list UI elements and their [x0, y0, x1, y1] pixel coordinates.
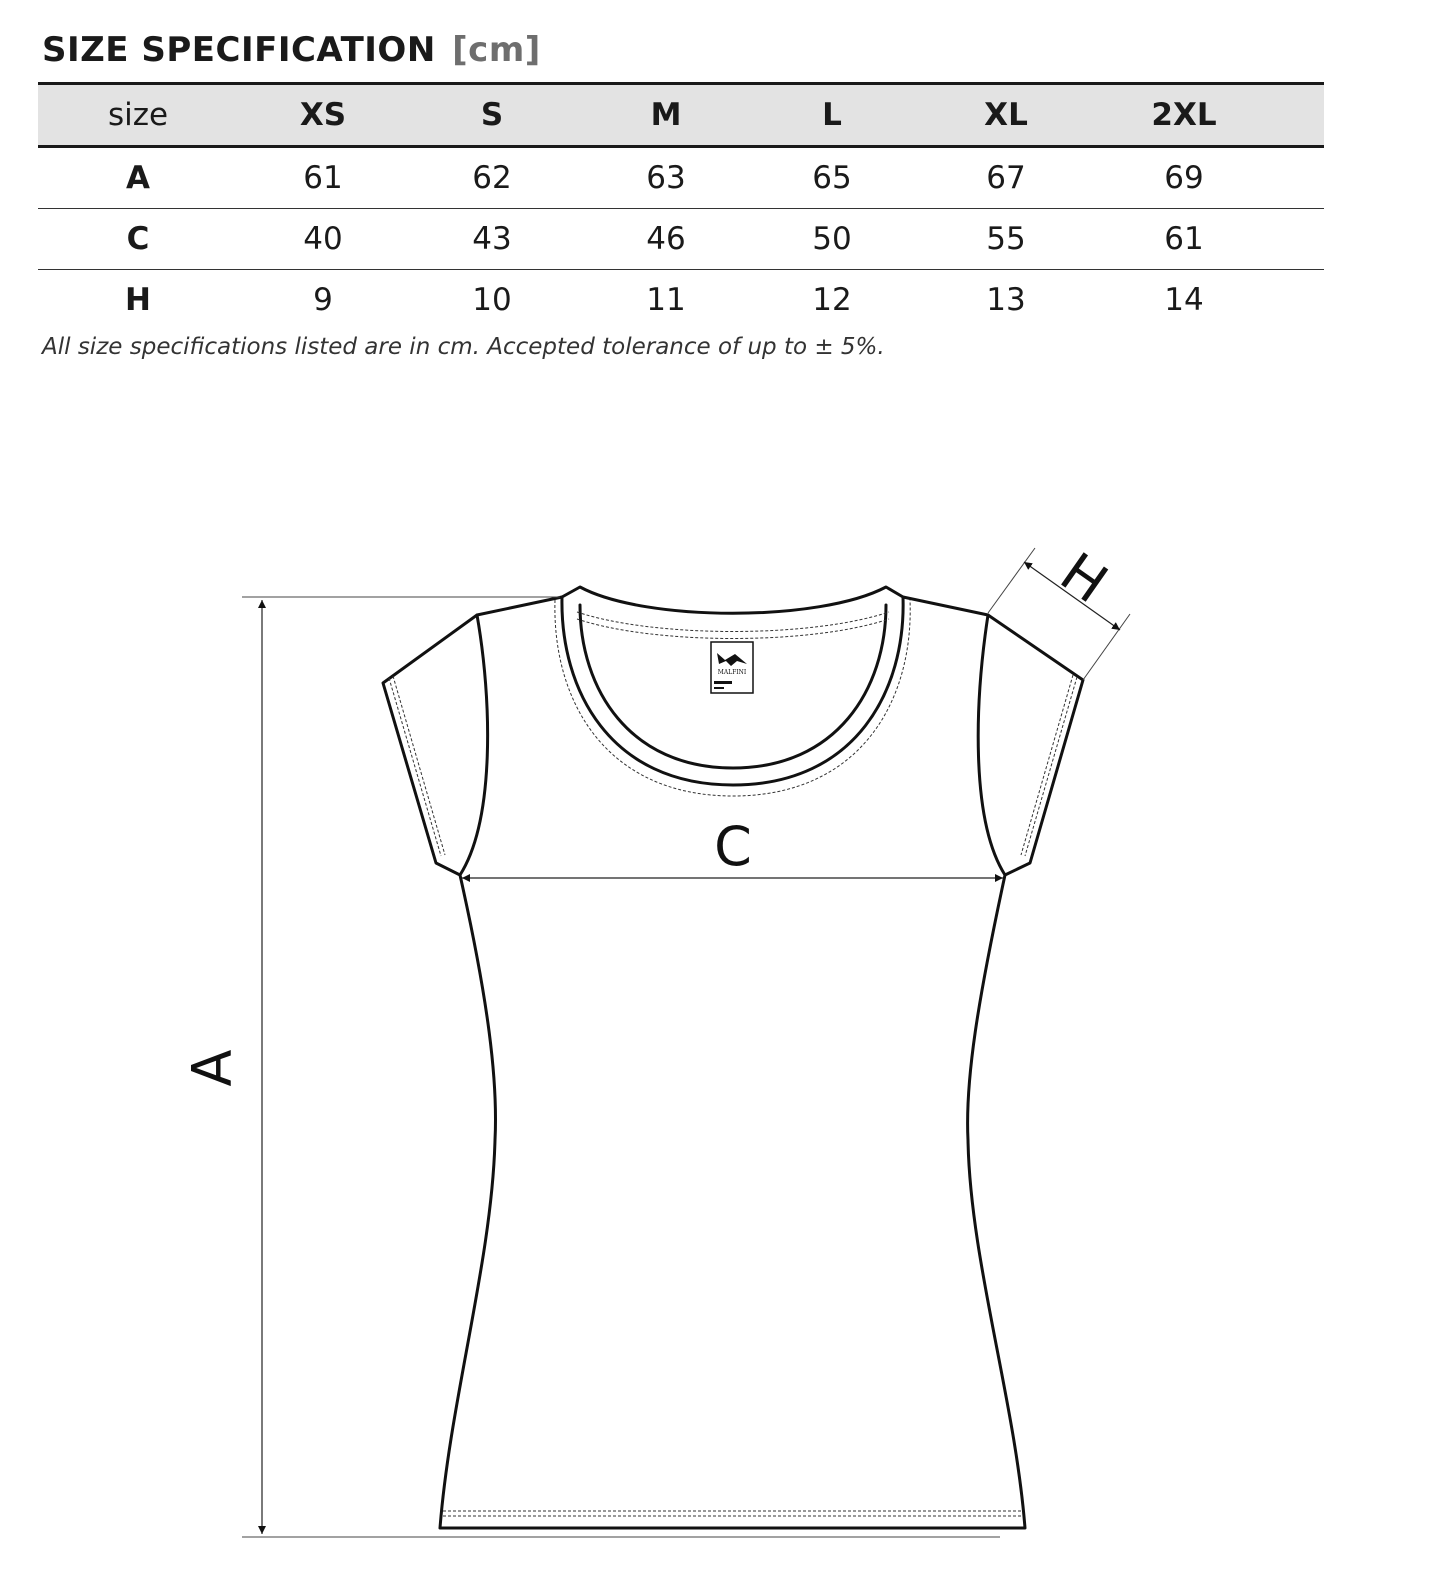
- neck-tag: [711, 642, 753, 693]
- table-cell: 63: [576, 147, 756, 209]
- table-cell: 14: [1164, 282, 1204, 318]
- size-column-header: size: [38, 84, 238, 147]
- title-unit: [cm]: [452, 30, 541, 70]
- table-cell: 61: [1104, 209, 1264, 270]
- dimension-label-h: H: [1049, 540, 1119, 616]
- table-cell: 13: [986, 282, 1026, 318]
- table-cell: 50: [756, 209, 908, 270]
- row-key-h: H: [125, 282, 151, 318]
- dimension-label-c: C: [714, 815, 752, 878]
- table-cell: 43: [408, 209, 576, 270]
- table-cell: 55: [908, 209, 1104, 270]
- table-cell: 67: [908, 147, 1104, 209]
- size-header-xs: XS: [238, 84, 408, 147]
- row-key-c: C: [38, 209, 238, 270]
- title-text: SIZE SPECIFICATION: [42, 30, 436, 70]
- table-cell: 11: [646, 282, 686, 318]
- extension-lines: [242, 548, 1130, 1537]
- table-cell: 61: [238, 147, 408, 209]
- table-cell: 46: [576, 209, 756, 270]
- table-cell: 40: [238, 209, 408, 270]
- table-cell: 10: [472, 282, 512, 318]
- table-cell: 69: [1104, 147, 1264, 209]
- size-header-2xl: 2XL: [1104, 84, 1264, 147]
- tolerance-note: All size specifications listed are in cm. Accepted tolerance of up to ± 5%.: [42, 334, 885, 360]
- tshirt-outline: [383, 587, 1083, 1528]
- dimension-label-a: A: [180, 1049, 244, 1087]
- row-key-a: A: [38, 147, 238, 209]
- size-header-xl: XL: [908, 84, 1104, 147]
- size-header-s: S: [408, 84, 576, 147]
- table-cell: 62: [408, 147, 576, 209]
- table-cell: 65: [756, 147, 908, 209]
- table-cell: 9: [313, 282, 333, 318]
- tag-brand: MALFINI: [717, 669, 747, 676]
- size-header-l: L: [756, 84, 908, 147]
- size-header-m: M: [576, 84, 756, 147]
- table-cell: 12: [812, 282, 852, 318]
